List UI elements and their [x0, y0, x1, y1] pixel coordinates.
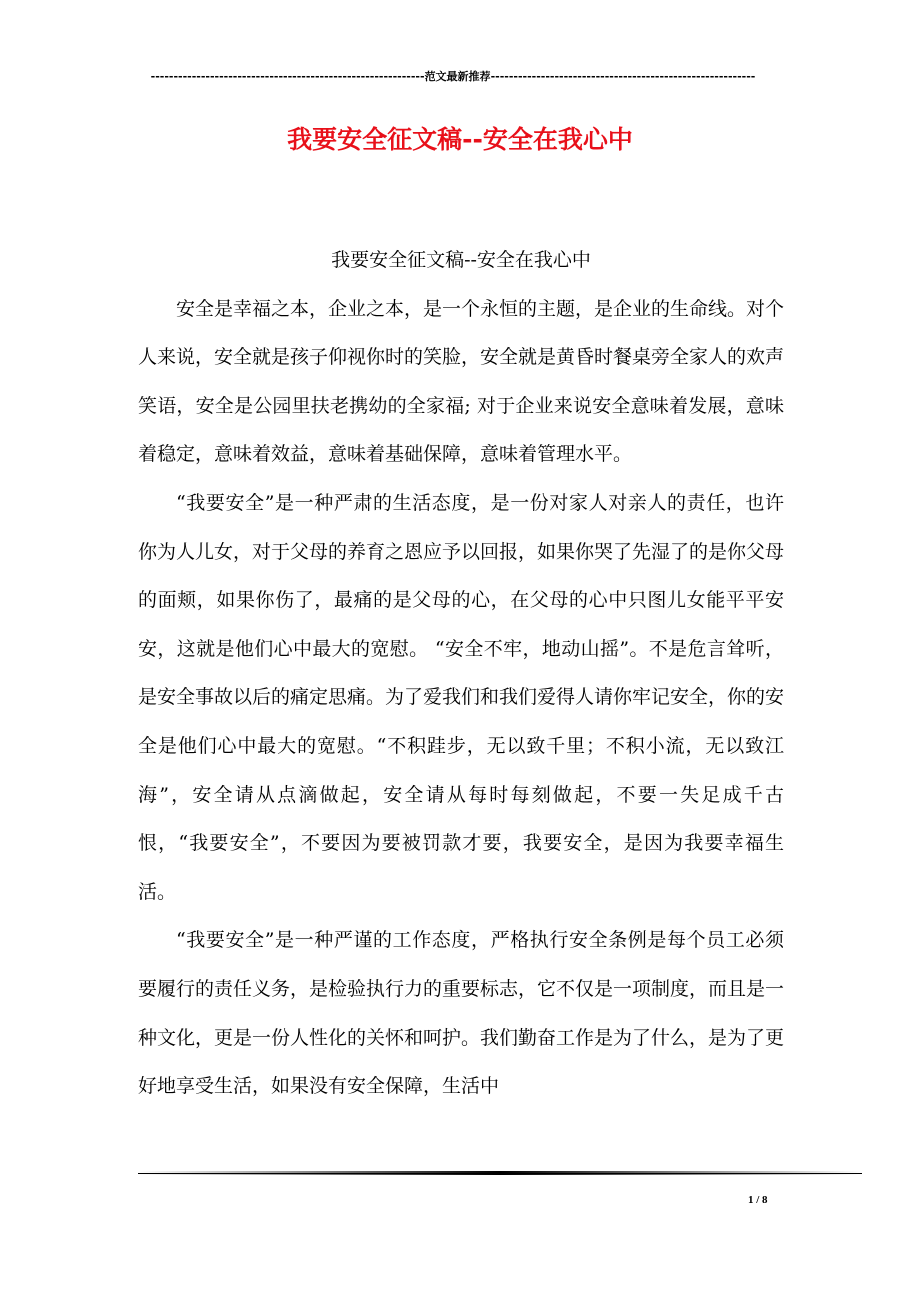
page-number: 1 / 8: [748, 1194, 768, 1206]
running-header: [138, 70, 768, 84]
paragraph-3: “我要安全”是一种严谨的工作态度，严格执行安全条例是每个员工必须要履行的责任义务，是检验执行力的重要标志，它不仅是一项制度，而且是一种文化，更是一份人性化的关怀和呵护。我们勤奋工作是为了什么，是为了更好地享受生活，如果没有安全保障，生活中: [138, 929, 785, 1098]
header-label: 范文最新推荐: [424, 70, 491, 83]
document-title: 我要安全征文稿--安全在我心中: [287, 125, 633, 154]
paragraph-2: “我要安全”是一种严肃的生活态度，是一份对家人对亲人的责任，也许你为人儿女，对于父母的养育之恩应予以回报，如果你哭了先湿了的是你父母的面颊，如果你伤了，最痛的是父母的心，在父母的心中只图儿女能平平安安，这就是他们心中最大的宽慰。 “安全不牢，地动山摇”。不是危言耸听，是安全事故以后的痛定思痛。为了爱我们和我们爱得人请你牢记安全，你的安全是他们心中最大的宽慰。“不积跬步，无以致千里；不积小流，无以致江海”，安全请从点滴做起，安全请从每时每刻做起，不要一失足成千古恨，“我要安全”，不要因为要被罚款才要，我要安全，是因为我要幸福生活。: [138, 491, 785, 903]
header-left-dashes: ------------------------------------------------------------: [150, 70, 425, 83]
footer-rule-line: [138, 1173, 862, 1174]
document-body: [138, 236, 784, 1111]
paragraph-1: 安全是幸福之本，企业之本，是一个永恒的主题，是企业的生命线。对个人来说，安全就是孩子仰视你时的笑脸，安全就是黄昏时餐桌旁全家人的欢声笑语，安全是公园里扶老携幼的全家福; 对于企业来说安全意味着发展，意味着稳定，意味着效益，意味着基础保障，意味着管理水平。: [138, 297, 785, 466]
header-right-dashes: ----------------------------------------------------------: [490, 70, 756, 83]
document-subtitle: 我要安全征文稿--安全在我心中: [331, 249, 591, 271]
